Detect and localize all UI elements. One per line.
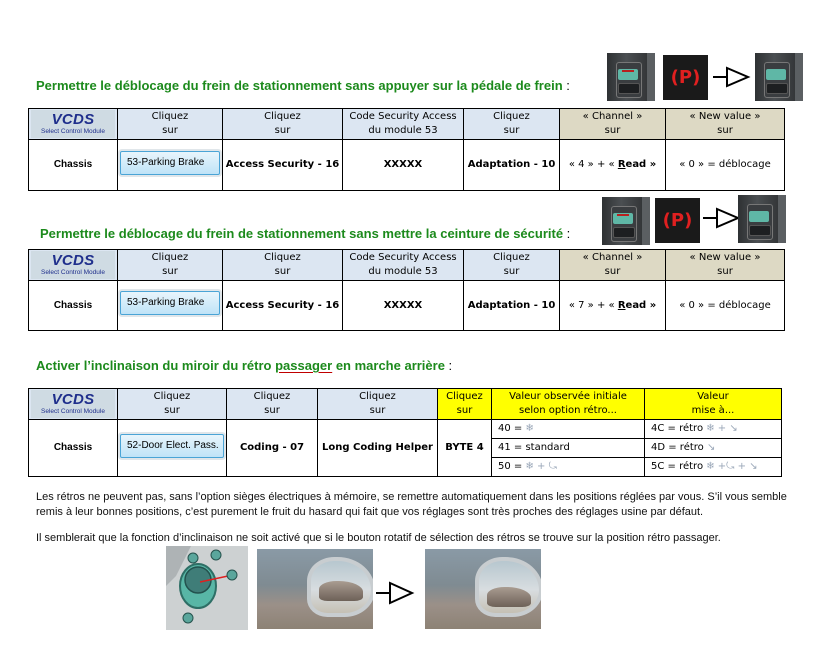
module-cell: Chassis: [29, 140, 118, 191]
table-row: [29, 140, 785, 191]
console-edge: [795, 53, 803, 101]
title-colon: :: [562, 78, 570, 93]
header-cell-channel: « Channel » sur: [560, 109, 666, 140]
table-header-row: [29, 109, 785, 140]
header-cell: Cliquez sur: [223, 109, 343, 140]
vcds-header-cell: [29, 250, 118, 281]
heated-fold-tilt-mirror-icon: ❄ +⤿ + ↘: [706, 461, 758, 472]
table-row: [29, 281, 785, 331]
set-values-list: [645, 420, 781, 476]
module-button-cell: [118, 420, 227, 477]
initial-values-list: [492, 420, 644, 476]
list-item: 4D = rétro ↘: [645, 439, 781, 458]
section-title-underlined: passager: [275, 358, 333, 373]
list-item: 40 = ❄: [492, 420, 644, 439]
arrow-right-icon: [375, 581, 415, 605]
parking-brake-warning-icon: [655, 198, 700, 243]
coding-cell: Coding - 07: [227, 420, 318, 477]
tilt-mirror-icon: ↘: [706, 442, 716, 453]
title-colon: :: [563, 226, 571, 241]
header-cell: Cliquez sur: [118, 389, 227, 420]
switch-bottom: [766, 83, 788, 94]
header-cell: Cliquez sur: [118, 109, 223, 140]
brake-switch-pressed-image: [602, 197, 650, 245]
switch-red-led-icon: [617, 214, 629, 216]
brake-switch-released-image: [738, 195, 786, 243]
header-cell: Cliquez sur: [118, 250, 223, 281]
arrow-right-icon: [712, 66, 752, 88]
parking-brake-symbol: (P): [670, 67, 701, 88]
section-title-mirror-tilt: [36, 358, 452, 373]
channel-cell: « 7 » + « Read »: [560, 281, 666, 331]
vcds-subtitle: Select Control Module: [41, 269, 105, 276]
table-row: [29, 420, 782, 477]
switch-bottom: [618, 83, 640, 94]
heated-tilt-mirror-icon: ❄ + ↘: [706, 423, 738, 434]
vcds-logo: VCDS: [51, 252, 95, 269]
mirror-after-tilted-image: [425, 549, 541, 629]
vcds-table-brake-pedal: [28, 108, 785, 191]
access-security-cell: Access Security - 16: [223, 140, 343, 191]
vcds-subtitle: Select Control Module: [41, 128, 105, 135]
vcds-logo: VCDS: [51, 391, 95, 408]
access-security-cell: Access Security - 16: [223, 281, 343, 331]
adaptation-cell: Adaptation - 10: [464, 281, 560, 331]
list-item: 41 = standard: [492, 439, 644, 458]
parking-brake-warning-icon: [663, 55, 708, 100]
reflected-car: [319, 581, 363, 601]
header-cell: Cliquez sur: [464, 109, 560, 140]
module-button-cell: [118, 140, 223, 191]
byte-cell: BYTE 4: [438, 420, 492, 477]
header-cell: Code Security Access du module 53: [343, 109, 464, 140]
heated-fold-mirror-icon: ❄ + ⤿: [525, 461, 557, 472]
initial-values-cell: [492, 420, 645, 477]
list-item: 50 = ❄ + ⤿: [498, 461, 557, 472]
module-button-cell: [118, 281, 223, 331]
mirror-selector-knob-image: [166, 546, 248, 630]
header-cell: Cliquez sur: [227, 389, 318, 420]
vcds-table-seat-belt: [28, 249, 785, 331]
brake-switch-released-image: [755, 53, 803, 101]
header-cell-channel: « Channel » sur: [560, 250, 666, 281]
table-header-row: [29, 389, 782, 420]
header-cell: Cliquez sur: [464, 250, 560, 281]
switch-bottom: [749, 225, 771, 236]
long-coding-helper-cell: Long Coding Helper: [318, 420, 438, 477]
header-cell-new-value: « New value » sur: [666, 250, 785, 281]
vcds-subtitle: Select Control Module: [41, 408, 105, 415]
security-code-cell: XXXXX: [343, 281, 464, 331]
header-cell-set-value: Valeur mise à...: [645, 389, 782, 420]
header-cell: Cliquez sur: [223, 250, 343, 281]
header-cell-byte: Cliquez sur: [438, 389, 492, 420]
section-title-seat-belt: [40, 226, 570, 241]
header-cell-new-value: « New value » sur: [666, 109, 785, 140]
section-title-brake-pedal: [36, 78, 570, 93]
header-cell: Cliquez sur: [318, 389, 438, 420]
section-title-text: Permettre le déblocage du frein de stationnement sans mettre la ceinture de sécurité: [40, 226, 564, 241]
title-colon: :: [444, 358, 453, 373]
module-cell: Chassis: [29, 281, 118, 331]
console-edge: [647, 53, 655, 101]
vcds-header-cell: [29, 389, 118, 420]
switch-top: [766, 69, 786, 80]
header-cell-initial-value: Valeur observée initiale selon option rétro...: [492, 389, 645, 420]
vcds-table-mirror-coding: [28, 388, 782, 477]
list-item: 5C = rétro ❄ +⤿ + ↘: [651, 461, 758, 472]
vcds-header-cell: [29, 109, 118, 140]
channel-cell: « 4 » + « Read »: [560, 140, 666, 191]
set-values-cell: [645, 420, 782, 477]
table-header-row: [29, 250, 785, 281]
header-cell: Code Security Access du module 53: [343, 250, 464, 281]
section-title-text-end: en marche arrière: [332, 358, 445, 373]
switch-bottom: [613, 227, 635, 238]
module-53-parking-brake-button[interactable]: 53-Parking Brake: [120, 291, 220, 315]
adaptation-cell: Adaptation - 10: [464, 140, 560, 191]
console-edge: [642, 197, 650, 245]
selector-knob-note: Il semblerait que la fonction d’inclinaison ne soit activé que si le bouton rotatif de sélection des rétros se trouve sur la position rétro passager.: [36, 532, 721, 544]
memory-seats-note: Les rétros ne peuvent pas, sans l’option sièges électriques à mémoire, se remettre automatiquement dans les positions réglées par vous. S’il vous semble remis à leur bonnes positions, c’est purement le fruit du hasard qui fait que vos réglages sont très proches des réglages usine par défaut.: [36, 491, 787, 518]
brake-switch-pressed-image: [607, 53, 655, 101]
security-code-cell: XXXXX: [343, 140, 464, 191]
module-53-parking-brake-button[interactable]: 53-Parking Brake: [120, 151, 220, 175]
module-52-door-elect-pass-button[interactable]: 52-Door Elect. Pass.: [120, 434, 224, 458]
switch-red-led-icon: [622, 70, 634, 72]
switch-top: [749, 211, 769, 222]
mirror-before-image: [257, 549, 373, 629]
parking-brake-symbol: (P): [662, 210, 693, 231]
module-cell: Chassis: [29, 420, 118, 477]
section-title-text: Permettre le déblocage du frein de stationnement sans appuyer sur la pédale de frein: [36, 78, 563, 93]
new-value-cell: « 0 » = déblocage: [666, 140, 785, 191]
reflected-car: [487, 587, 531, 607]
console-edge: [778, 195, 786, 243]
heated-mirror-icon: ❄: [525, 423, 534, 434]
rotary-knob-icon: [166, 546, 248, 630]
section-title-text: Activer l’inclinaison du miroir du rétro: [36, 358, 276, 373]
list-item: 4C = rétro ❄ + ↘: [645, 420, 781, 439]
arrow-right-icon: [702, 207, 742, 229]
new-value-cell: « 0 » = déblocage: [666, 281, 785, 331]
vcds-logo: VCDS: [51, 111, 95, 128]
